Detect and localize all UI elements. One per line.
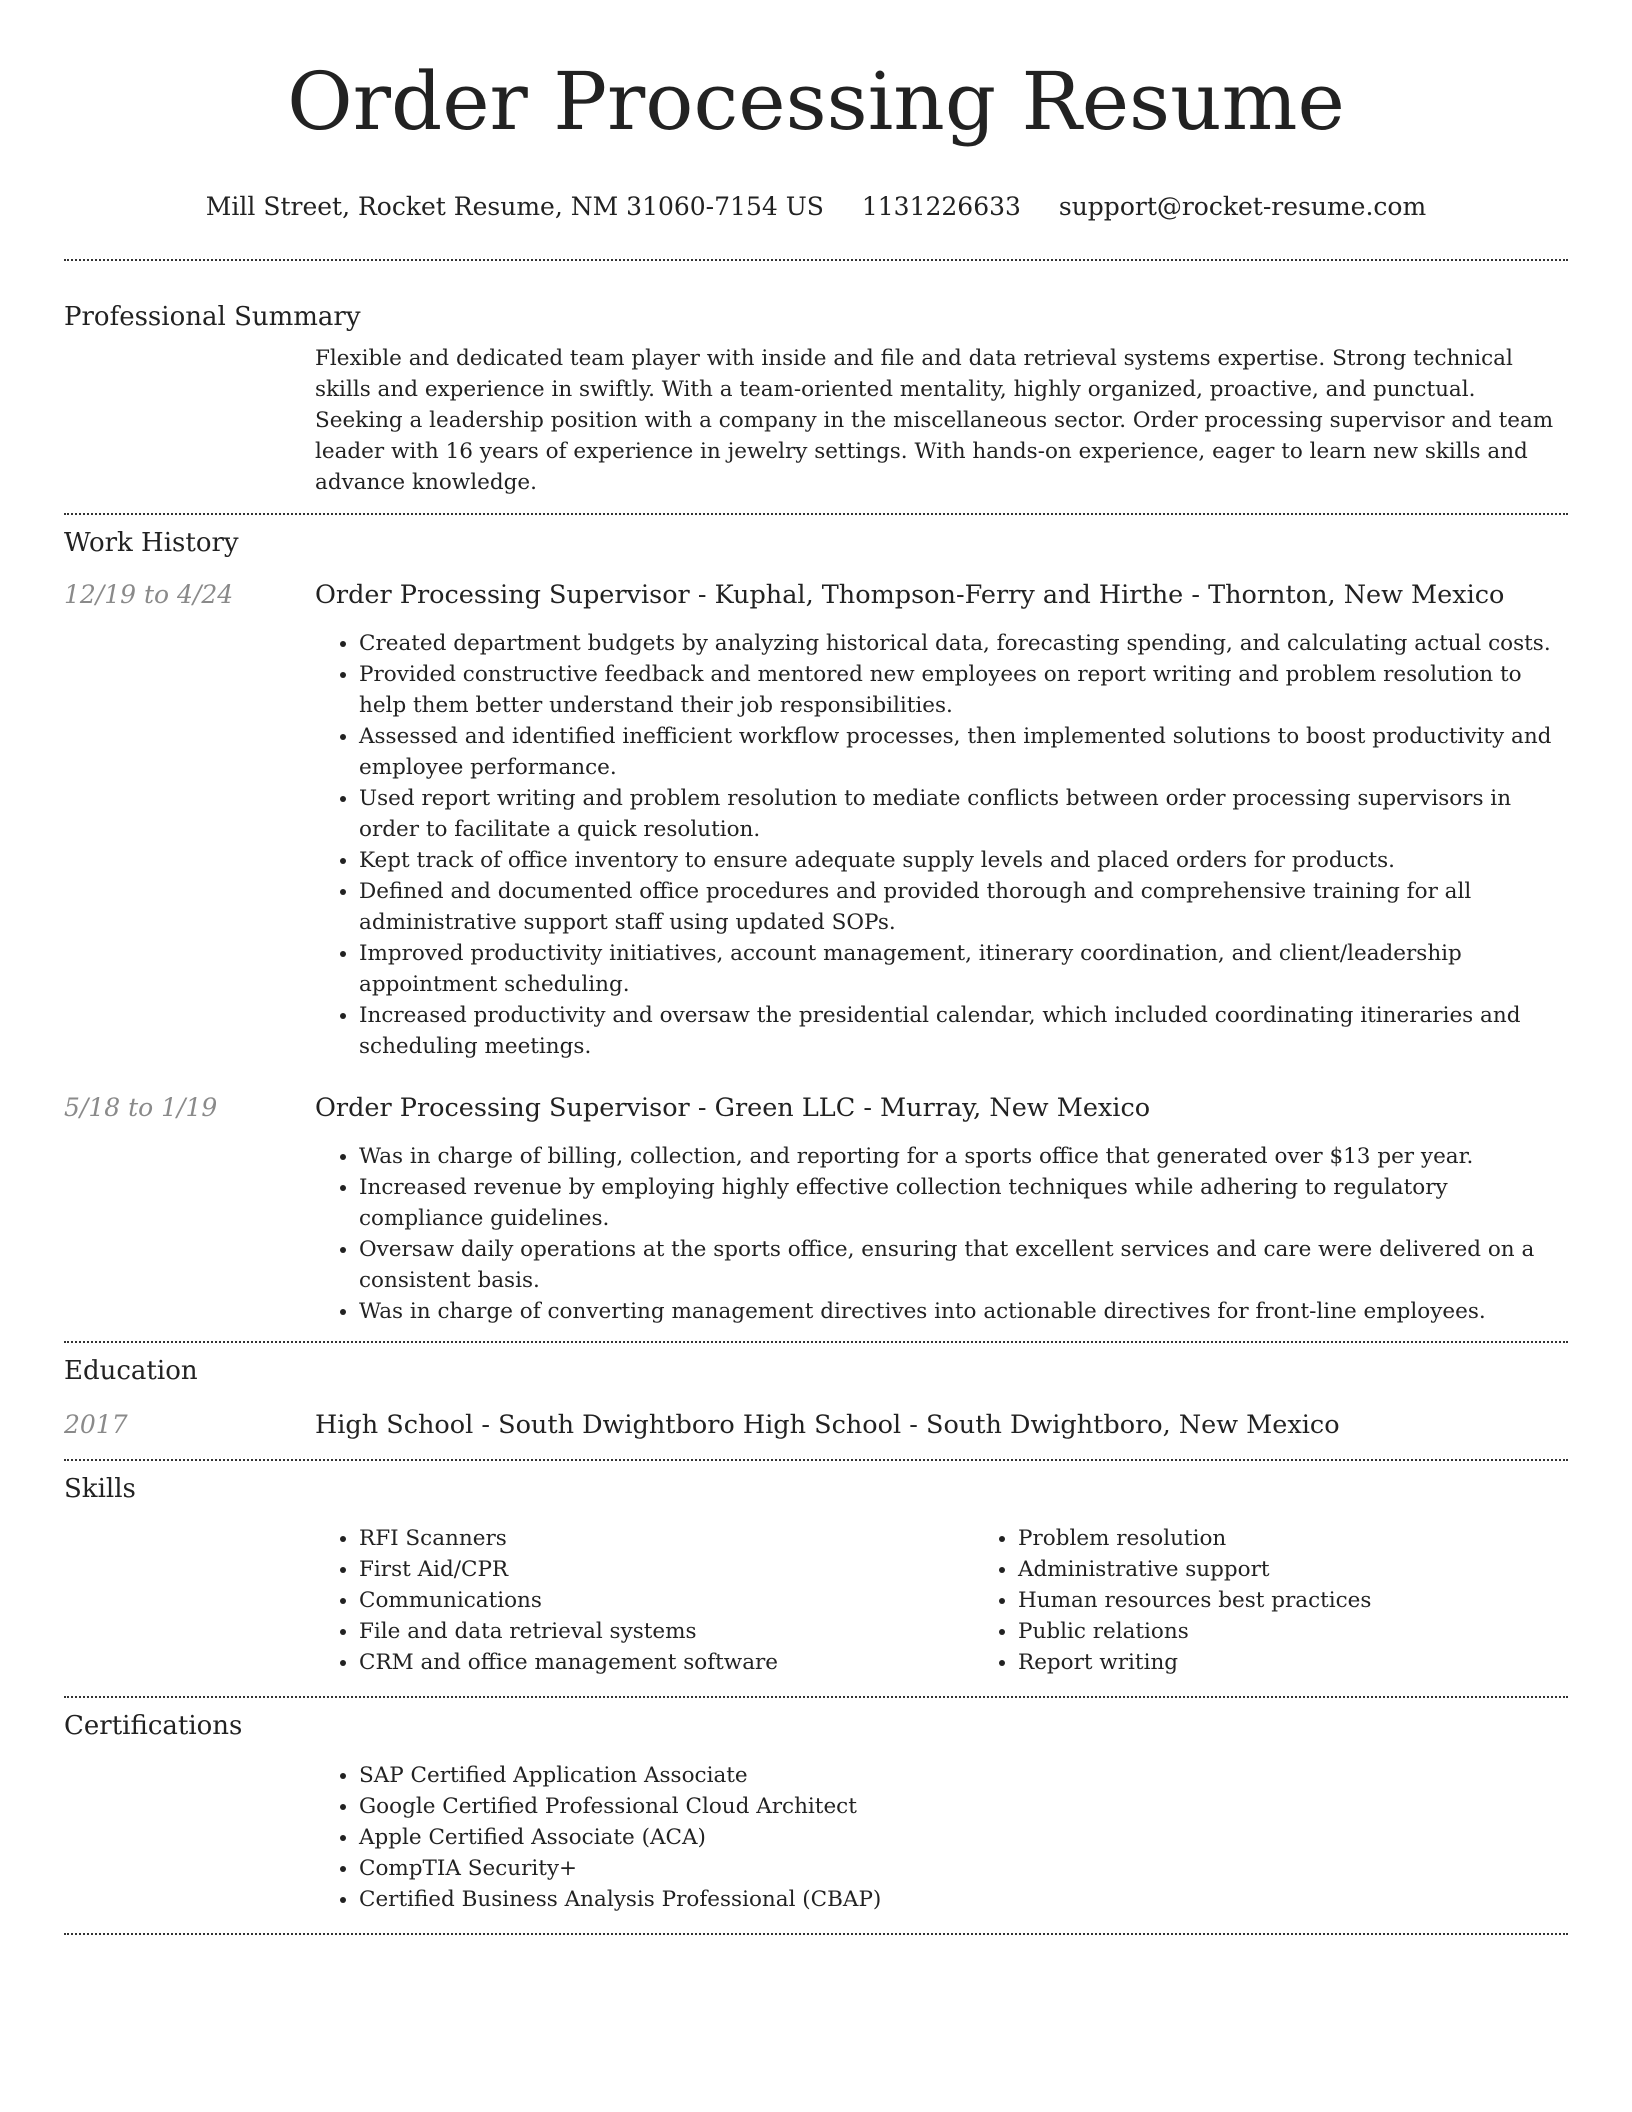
certifications-title: Certifications xyxy=(64,1711,243,1741)
contact-address: Mill Street, Rocket Resume, NM 31060-7154 US xyxy=(205,192,824,221)
divider xyxy=(64,1459,1568,1461)
contact-email: support@rocket-resume.com xyxy=(1058,192,1427,221)
certifications-spacer xyxy=(64,1760,315,1915)
job-title: Order Processing Supervisor - Green LLC - Murray, New Mexico xyxy=(315,1093,1151,1123)
list-item: • Kept track of office inventory to ensure adequate supply levels and placed orders for products. xyxy=(359,845,1568,876)
divider xyxy=(64,1341,1568,1343)
certifications-row xyxy=(64,1760,1568,1915)
list-item: • Communications xyxy=(359,1585,974,1616)
list-item: • Created department budgets by analyzing historical data, forecasting spending, and calculating actual costs. xyxy=(359,628,1568,659)
list-item: • CRM and office management software xyxy=(359,1647,974,1678)
job-title: Order Processing Supervisor - Kuphal, Thompson-Ferry and Hirthe - Thornton, New Mexico xyxy=(315,580,1505,610)
certifications-list xyxy=(315,1760,1568,1915)
contact-line xyxy=(64,192,1568,222)
job-bullets xyxy=(315,1141,1568,1327)
list-item: • Increased revenue by employing highly effective collection techniques while adhering to regulatory compliance guidelines. xyxy=(359,1172,1568,1234)
summary-text: Flexible and dedicated team player with inside and file and data retrieval systems expertise. Strong technical skills and experience in swiftly. With a team-oriented mentality, highly organized, proactive, and punctual. Seeking a leadership position with a company in the miscellaneous sector. Order processing supervisor and team leader with 16 years of experience in jewelry settings. With hands-on experience, eager to learn new skills and advance knowledge. xyxy=(315,346,1554,495)
education-entry xyxy=(64,1409,1568,1441)
divider xyxy=(64,513,1568,515)
list-item: • RFI Scanners xyxy=(359,1523,974,1554)
education-year: 2017 xyxy=(64,1410,128,1439)
list-item: • Oversaw daily operations at the sports office, ensuring that excellent services and care were delivered on a consistent basis. xyxy=(359,1234,1568,1296)
job-bullets xyxy=(315,628,1568,1062)
list-item: • Administrative support xyxy=(1018,1554,1632,1585)
list-item: • Assessed and identified inefficient workflow processes, then implemented solutions to boost productivity and employee performance. xyxy=(359,721,1568,783)
list-item: • Public relations xyxy=(1018,1616,1632,1647)
list-item: • Improved productivity initiatives, account management, itinerary coordination, and client/leadership appointment scheduling. xyxy=(359,938,1568,1000)
divider xyxy=(64,1933,1568,1935)
list-item: • Apple Certified Associate (ACA) xyxy=(359,1822,1568,1853)
job-entry xyxy=(64,1092,1568,1327)
list-item: • File and data retrieval systems xyxy=(359,1616,974,1647)
skills-list-right xyxy=(974,1523,1632,1678)
summary-row xyxy=(64,343,1568,498)
divider xyxy=(64,1696,1568,1698)
list-item: • Used report writing and problem resolution to mediate conflicts between order processing supervisors in order to facilitate a quick resolution. xyxy=(359,783,1568,845)
list-item: • CompTIA Security+ xyxy=(359,1853,1568,1884)
job-dates: 12/19 to 4/24 xyxy=(64,580,234,609)
education-title: Education xyxy=(64,1356,198,1386)
summary-title: Professional Summary xyxy=(64,302,361,332)
list-item: • SAP Certified Application Associate xyxy=(359,1760,1568,1791)
list-item: • Increased productivity and oversaw the presidential calendar, which included coordinating itineraries and scheduling meetings. xyxy=(359,1000,1568,1062)
list-item: • First Aid/CPR xyxy=(359,1554,974,1585)
skills-title: Skills xyxy=(64,1474,136,1504)
resume-name: Order Processing Resume xyxy=(287,55,1345,148)
list-item: • Provided constructive feedback and mentored new employees on report writing and problem resolution to help them better understand their job responsibilities. xyxy=(359,659,1568,721)
skills-row xyxy=(64,1523,1568,1678)
list-item: • Defined and documented office procedures and provided thorough and comprehensive training for all administrative support staff using updated SOPs. xyxy=(359,876,1568,938)
list-item: • Report writing xyxy=(1018,1647,1632,1678)
work-title: Work History xyxy=(64,528,239,558)
contact-phone: 1131226633 xyxy=(861,192,1021,221)
skills-list-left xyxy=(315,1523,974,1678)
list-item: • Google Certified Professional Cloud Architect xyxy=(359,1791,1568,1822)
summary-spacer xyxy=(64,343,315,498)
job-entry xyxy=(64,579,1568,1062)
list-item: • Problem resolution xyxy=(1018,1523,1632,1554)
job-dates: 5/18 to 1/19 xyxy=(64,1093,218,1122)
list-item: • Certified Business Analysis Professional (CBAP) xyxy=(359,1884,1568,1915)
list-item: • Human resources best practices xyxy=(1018,1585,1632,1616)
divider xyxy=(64,259,1568,261)
list-item: • Was in charge of converting management directives into actionable directives for front-line employees. xyxy=(359,1296,1568,1327)
list-item: • Was in charge of billing, collection, and reporting for a sports office that generated over $13 per year. xyxy=(359,1141,1568,1172)
skills-spacer xyxy=(64,1523,315,1678)
education-text: High School - South Dwightboro High School - South Dwightboro, New Mexico xyxy=(315,1410,1340,1440)
